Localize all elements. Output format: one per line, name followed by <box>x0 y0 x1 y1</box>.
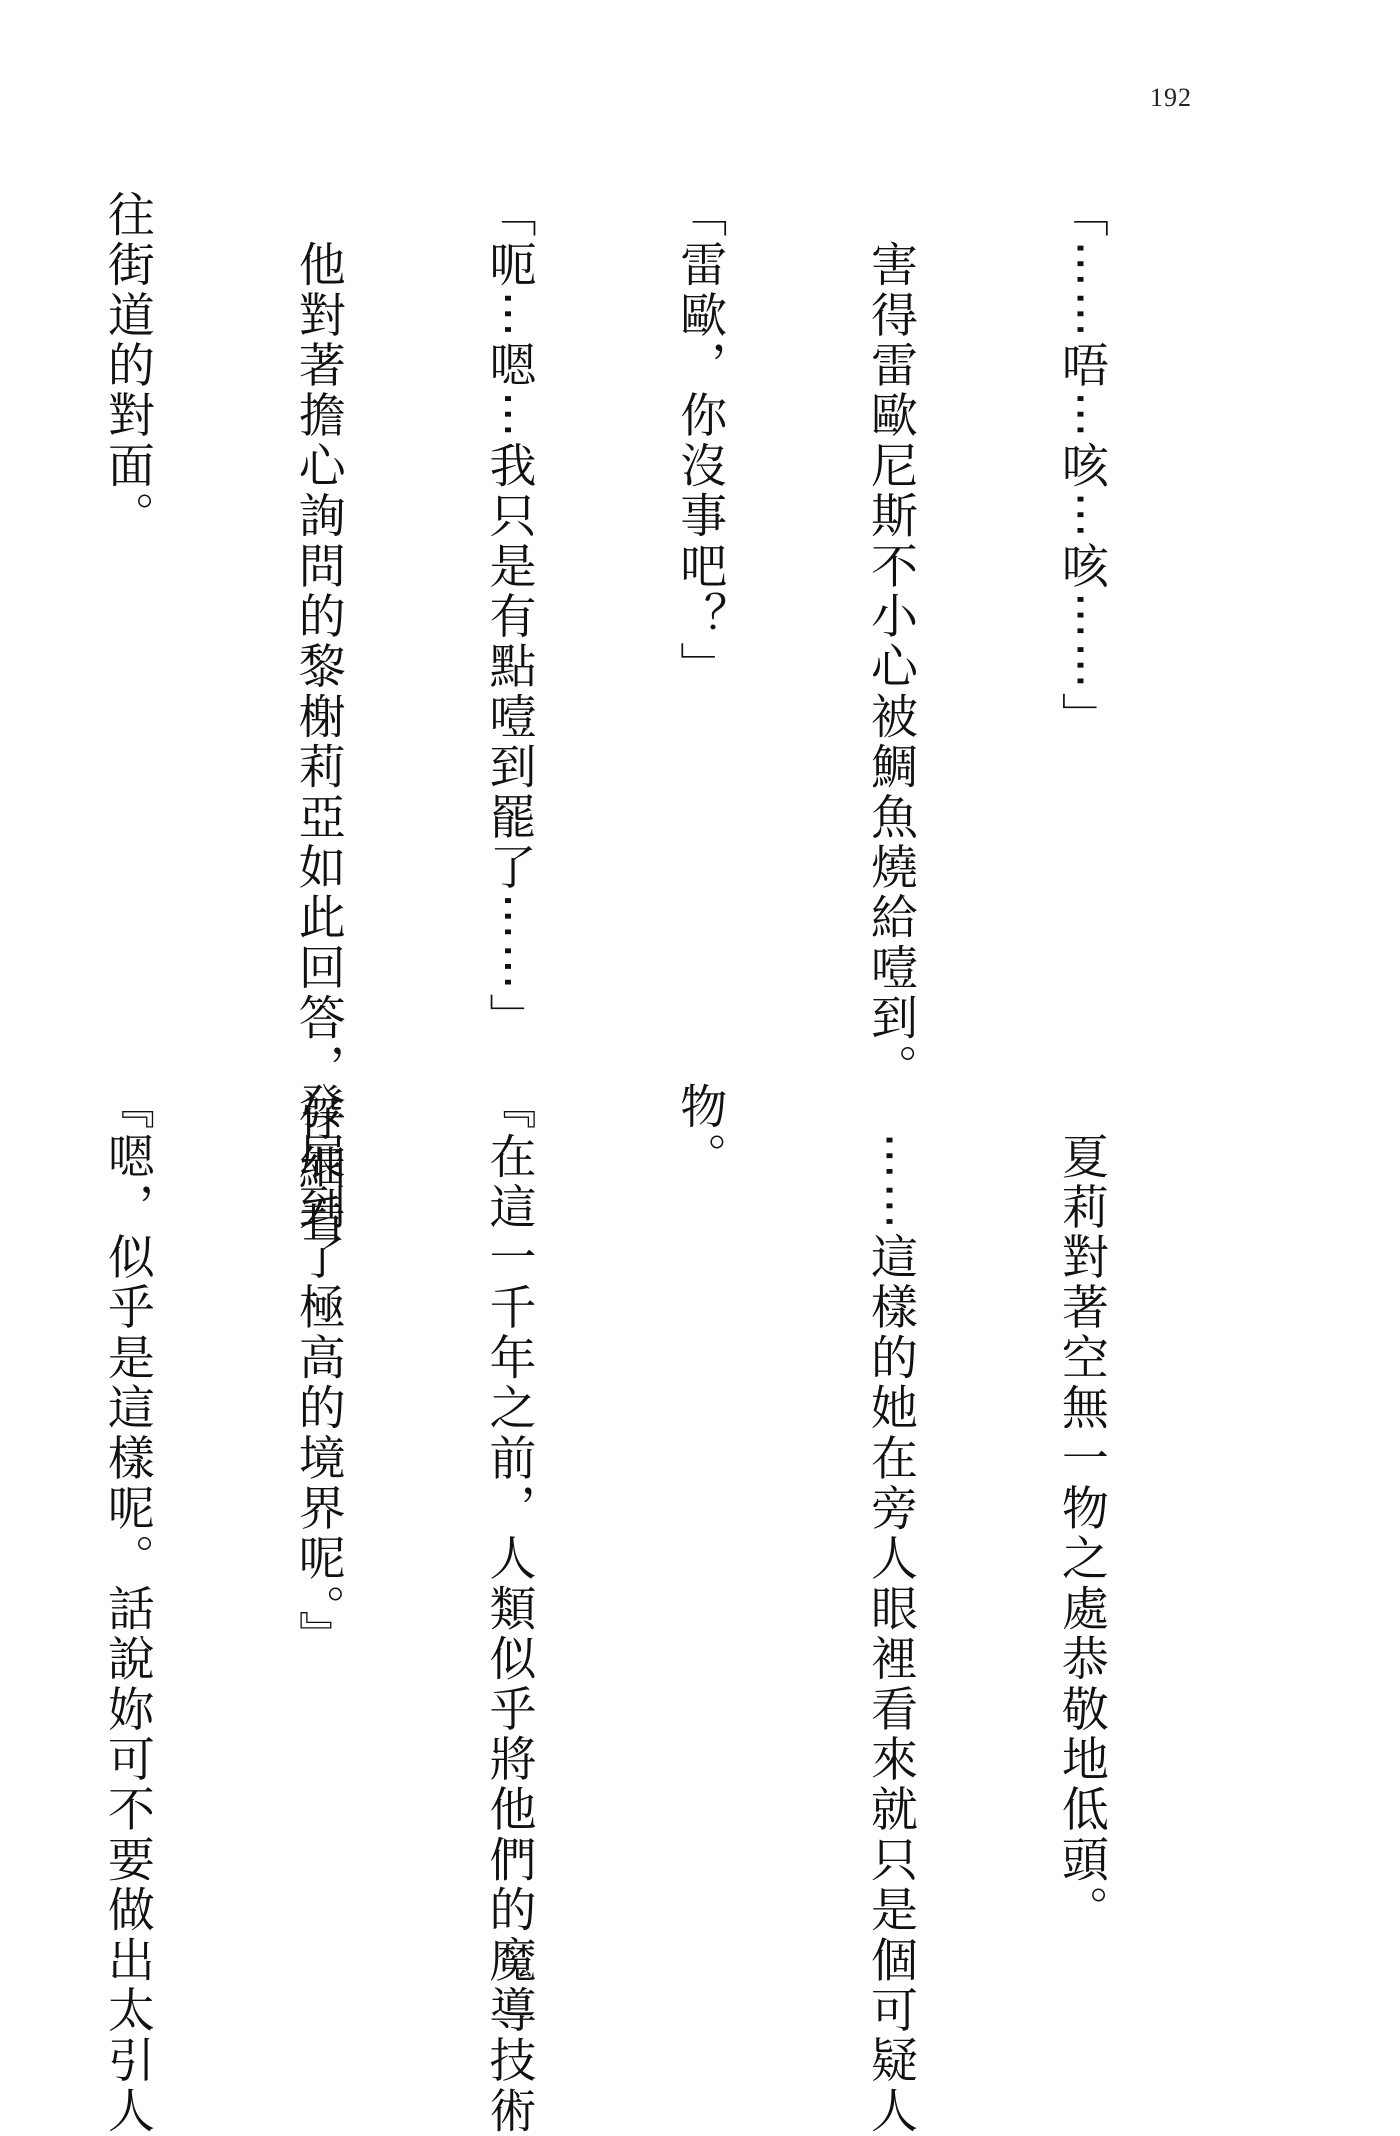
text-block-bottom <box>99 1082 1240 2136</box>
text-line: 「雷歐，你沒事吧？」 <box>672 190 728 692</box>
text-line: 害得雷歐尼斯不小心被鯛魚燒給噎到。 <box>863 190 919 1094</box>
text-line: 發展到了極高的境界呢。』 <box>290 1082 346 1661</box>
text-line: 夏莉對著空無一物之處恭敬地低頭。 <box>1053 1082 1109 1936</box>
text-line: ⋯⋯這樣的她在旁人眼裡看來就只是個可疑人 <box>863 1082 919 2136</box>
text-line: 『嗯，似乎是這樣呢。話說妳可不要做出太引人 <box>99 1082 155 2136</box>
text-line: 他對著擔心詢問的黎榭莉亞如此回答，仔細看 <box>290 190 346 1245</box>
text-line: 物。 <box>672 1082 728 1183</box>
text-line: 往街道的對面。 <box>99 190 155 542</box>
text-block-top <box>99 190 1240 1245</box>
page-number: 192 <box>1150 83 1192 112</box>
text-line: 「⋯⋯唔⋯咳⋯咳⋯⋯」 <box>1053 190 1109 743</box>
text-line: 『在這一千年之前，人類似乎將他們的魔導技術 <box>481 1082 537 2136</box>
text-line: 「呃⋯嗯⋯我只是有點噎到罷了⋯⋯」 <box>481 190 537 1044</box>
